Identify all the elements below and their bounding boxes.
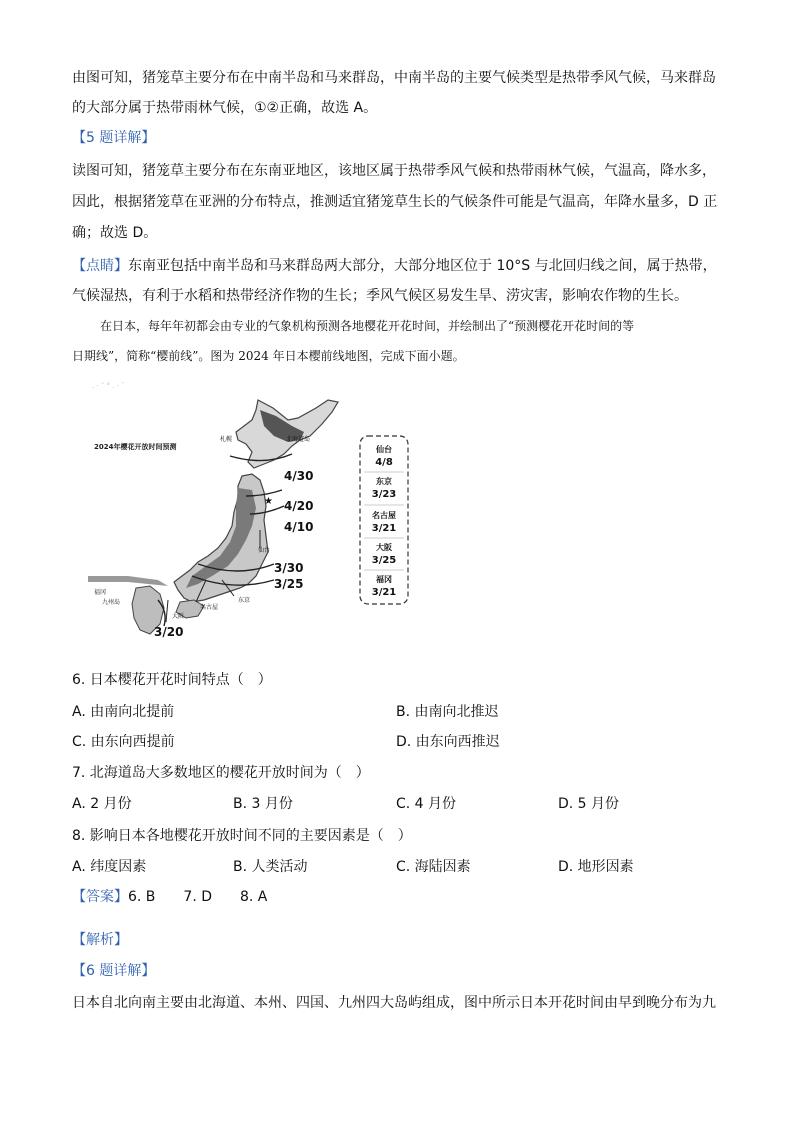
label-tokyo: 东京	[238, 597, 251, 604]
text-line: 由图可知，猪笼草主要分布在中南半岛和马来群岛，中南半岛的主要气候类型是热带季风气候，马来群岛	[72, 70, 716, 86]
answer-label: 【答案】	[72, 889, 128, 905]
svg-text:. · ˜ ° . · ¨: . · ˜ ° . · ¨	[92, 382, 125, 390]
option-a: A. 2 月份	[72, 796, 132, 812]
isoline-label: 3/30	[274, 561, 304, 575]
answer-text: 6. B 7. D 8. A	[128, 889, 268, 905]
label-sapporo: 札幌	[220, 436, 233, 443]
text-line: 确；故选 D。	[72, 225, 158, 241]
legend-city: 名古屋	[372, 511, 396, 520]
text-line: 在日本，每年年初都会由专业的气象机构预测各地樱花开花时间，并绘制出了“预测樱花开花时间的等	[100, 319, 635, 333]
text-line: 因此，根据猪笼草在亚洲的分布特点，推测适宜猪笼草生长的气候条件可能是气温高，年降水量多，D 正	[72, 194, 718, 210]
text-line: 日本自北向南主要由北海道、本州、四国、九州四大岛屿组成，图中所示日本开花时间由早到晚分布为九	[72, 995, 716, 1011]
comment-label: 【点睛】	[72, 258, 128, 274]
option-c: C. 4 月份	[396, 796, 457, 812]
map-title: 2024年樱花开放时间预测	[94, 443, 177, 451]
option-c: C. 海陆因素	[396, 859, 471, 875]
option-d: D. 地形因素	[558, 859, 634, 875]
legend-date: 4/8	[375, 457, 393, 468]
label-kyushu: 九州岛	[102, 599, 121, 606]
isoline-label: 4/10	[284, 520, 314, 534]
legend-city: 福冈	[376, 575, 392, 584]
legend-city: 大阪	[376, 543, 392, 552]
comment-text: 东南亚包括中南半岛和马来群岛两大部分，大部分地区位于 10°S 与北回归线之间，属于热带，	[128, 258, 717, 274]
question-stem: 8. 影响日本各地樱花开放时间不同的主要因素是（ ）	[72, 828, 412, 844]
isoline-label: 4/30	[284, 469, 314, 483]
legend-date: 3/21	[371, 523, 397, 534]
text-line	[72, 255, 717, 277]
option-a: A. 由南向北提前	[72, 704, 175, 720]
text-line: 日期线”，简称“樱前线”。图为 2024 年日本樱前线地图，完成下面小题。	[72, 349, 465, 363]
text-line: 气候湿热，有利于水稻和热带经济作物的生长；季风气候区易发生旱、涝灾害，影响农作物的生长。	[72, 288, 688, 304]
text-line: 读图可知，猪笼草主要分布在东南亚地区，该地区属于热带季风气候和热带雨林气候，气温高，降水多，	[72, 163, 716, 179]
option-c: C. 由东向西提前	[72, 734, 175, 750]
q5-detail-label: 【5 题详解】	[72, 130, 156, 146]
answer-line	[72, 886, 267, 908]
label-osaka: 大阪	[172, 613, 185, 620]
isoline-label: 3/25	[274, 577, 304, 591]
option-b: B. 3 月份	[233, 796, 293, 812]
option-d: D. 5 月份	[558, 796, 620, 812]
label-nagoya: 名古屋	[200, 604, 219, 611]
label-sendai: 仙台	[258, 547, 271, 554]
question-stem: 7. 北海道岛大多数地区的樱花开放时间为（ ）	[72, 765, 370, 781]
sakura-front-map	[88, 380, 428, 650]
option-a: A. 纬度因素	[72, 859, 147, 875]
option-d: D. 由东向西推迟	[396, 734, 500, 750]
isoline-label: 4/20	[284, 499, 314, 513]
text-line: 的大部分属于热带雨林气候，①②正确，故选 A。	[72, 100, 378, 116]
legend-city: 仙台	[376, 445, 392, 454]
isoline-label: 3/20	[154, 625, 184, 639]
label-fukuoka: 福冈	[94, 589, 107, 596]
question-stem: 6. 日本樱花开花时间特点（ ）	[72, 672, 272, 688]
svg-text:★: ★	[264, 496, 273, 507]
analysis-label: 【解析】	[72, 932, 128, 948]
option-b: B. 由南向北推迟	[396, 704, 499, 720]
option-b: B. 人类活动	[233, 859, 308, 875]
legend-city: 东京	[376, 477, 392, 486]
legend-date: 3/23	[371, 489, 397, 500]
q6-detail-label: 【6 题详解】	[72, 963, 156, 979]
label-hokkaido: 北海道岛	[286, 436, 311, 443]
legend-date: 3/25	[371, 555, 397, 566]
legend-date: 3/21	[371, 587, 397, 598]
